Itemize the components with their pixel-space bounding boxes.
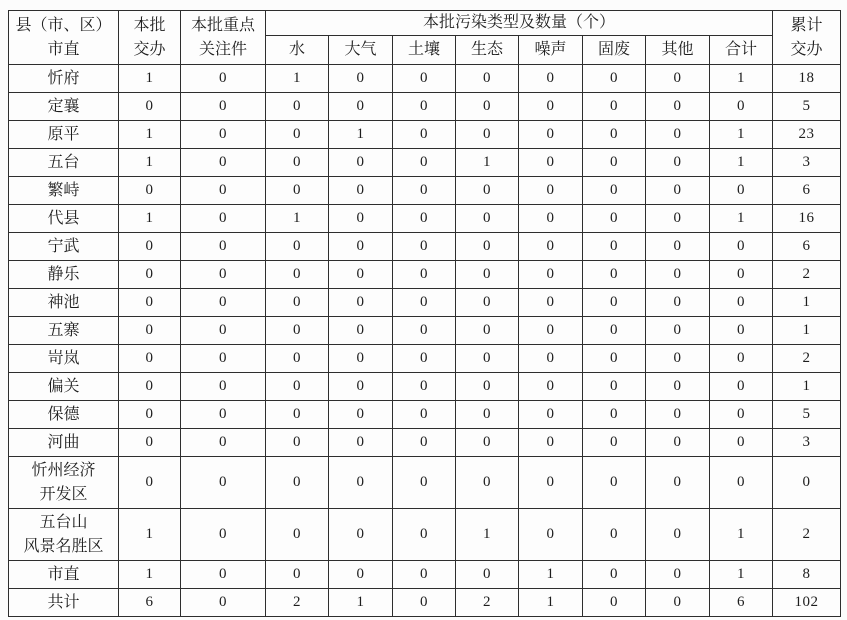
table-row <box>9 177 841 205</box>
cell-air: 0 <box>329 149 393 177</box>
cell-batch-assigned: 0 <box>119 373 181 401</box>
table-row <box>9 317 841 345</box>
cell-air: 0 <box>329 401 393 429</box>
cell-cumulative: 5 <box>773 93 841 121</box>
cell-water: 2 <box>266 589 329 617</box>
cell-air: 1 <box>329 589 393 617</box>
cell-soil: 0 <box>393 401 456 429</box>
table-row <box>9 457 841 509</box>
cell-soil: 0 <box>393 121 456 149</box>
cell-batch-key: 0 <box>181 261 266 289</box>
cell-water: 0 <box>266 373 329 401</box>
cell-cumulative: 2 <box>773 345 841 373</box>
cell-subtotal: 1 <box>710 561 773 589</box>
cell-ecology: 0 <box>456 289 519 317</box>
cell-ecology: 0 <box>456 233 519 261</box>
cell-soil: 0 <box>393 205 456 233</box>
cell-cumulative: 23 <box>773 121 841 149</box>
cell-soil: 0 <box>393 261 456 289</box>
cell-water: 0 <box>266 561 329 589</box>
cell-batch-key: 0 <box>181 93 266 121</box>
cell-solid-waste: 0 <box>583 261 646 289</box>
col-header-batch-assigned-line1: 本批 <box>133 16 166 34</box>
cell-other: 0 <box>646 317 710 345</box>
cell-soil: 0 <box>393 289 456 317</box>
cell-air: 0 <box>329 317 393 345</box>
cell-ecology: 0 <box>456 177 519 205</box>
cell-other: 0 <box>646 561 710 589</box>
cell-subtotal: 1 <box>710 509 773 561</box>
cell-batch-assigned: 0 <box>119 261 181 289</box>
cell-noise: 0 <box>519 233 583 261</box>
cell-other: 0 <box>646 589 710 617</box>
row-label: 神池 <box>9 289 119 317</box>
cell-batch-key: 0 <box>181 289 266 317</box>
cell-batch-assigned: 0 <box>119 289 181 317</box>
cell-subtotal: 0 <box>710 457 773 509</box>
cell-ecology: 0 <box>456 345 519 373</box>
col-header-region-line2: 市直 <box>47 40 80 58</box>
cell-subtotal: 0 <box>710 317 773 345</box>
cell-solid-waste: 0 <box>583 205 646 233</box>
cell-water: 0 <box>266 261 329 289</box>
cell-cumulative: 2 <box>773 261 841 289</box>
cell-ecology: 0 <box>456 93 519 121</box>
cell-other: 0 <box>646 177 710 205</box>
row-label: 河曲 <box>9 429 119 457</box>
row-label: 繁峙 <box>9 177 119 205</box>
cell-subtotal: 6 <box>710 589 773 617</box>
cell-solid-waste: 0 <box>583 93 646 121</box>
cell-solid-waste: 0 <box>583 401 646 429</box>
cell-solid-waste: 0 <box>583 561 646 589</box>
col-header-region <box>9 11 119 65</box>
cell-air: 0 <box>329 457 393 509</box>
cell-other: 0 <box>646 205 710 233</box>
cell-water: 0 <box>266 233 329 261</box>
table-row <box>9 509 841 561</box>
cell-cumulative: 16 <box>773 205 841 233</box>
cell-solid-waste: 0 <box>583 457 646 509</box>
cell-water: 0 <box>266 429 329 457</box>
cell-batch-assigned: 0 <box>119 93 181 121</box>
cell-batch-key: 0 <box>181 65 266 93</box>
cell-subtotal: 1 <box>710 65 773 93</box>
row-label: 岢岚 <box>9 345 119 373</box>
row-label: 忻府 <box>9 65 119 93</box>
cell-ecology: 0 <box>456 261 519 289</box>
cell-other: 0 <box>646 345 710 373</box>
col-header-cumulative-line1: 累计 <box>790 16 823 34</box>
cell-batch-assigned: 0 <box>119 457 181 509</box>
cell-cumulative: 102 <box>773 589 841 617</box>
cell-other: 0 <box>646 149 710 177</box>
cell-batch-key: 0 <box>181 121 266 149</box>
cell-batch-assigned: 1 <box>119 509 181 561</box>
col-header-other: 其他 <box>646 36 710 65</box>
cell-air: 0 <box>329 345 393 373</box>
cell-noise: 1 <box>519 561 583 589</box>
cell-air: 0 <box>329 65 393 93</box>
pollution-stats-table <box>8 10 841 617</box>
cell-batch-assigned: 1 <box>119 149 181 177</box>
cell-soil: 0 <box>393 345 456 373</box>
cell-noise: 0 <box>519 509 583 561</box>
cell-subtotal: 0 <box>710 289 773 317</box>
col-header-air: 大气 <box>329 36 393 65</box>
cell-batch-key: 0 <box>181 345 266 373</box>
cell-soil: 0 <box>393 149 456 177</box>
col-header-region-line1: 县（市、区） <box>15 16 112 34</box>
cell-solid-waste: 0 <box>583 509 646 561</box>
col-header-batch-assigned-line2: 交办 <box>133 40 166 58</box>
cell-noise: 0 <box>519 205 583 233</box>
table-row <box>9 261 841 289</box>
table-row <box>9 289 841 317</box>
row-label: 共计 <box>9 589 119 617</box>
cell-ecology: 0 <box>456 121 519 149</box>
cell-other: 0 <box>646 65 710 93</box>
cell-other: 0 <box>646 457 710 509</box>
table-row <box>9 65 841 93</box>
cell-noise: 0 <box>519 177 583 205</box>
cell-batch-assigned: 6 <box>119 589 181 617</box>
cell-ecology: 1 <box>456 149 519 177</box>
cell-soil: 0 <box>393 589 456 617</box>
cell-water: 0 <box>266 93 329 121</box>
cell-subtotal: 1 <box>710 205 773 233</box>
cell-cumulative: 2 <box>773 509 841 561</box>
cell-soil: 0 <box>393 561 456 589</box>
cell-solid-waste: 0 <box>583 345 646 373</box>
cell-batch-key: 0 <box>181 205 266 233</box>
col-header-noise: 噪声 <box>519 36 583 65</box>
cell-cumulative: 5 <box>773 401 841 429</box>
cell-cumulative: 18 <box>773 65 841 93</box>
row-label: 宁武 <box>9 233 119 261</box>
cell-batch-key: 0 <box>181 149 266 177</box>
cell-other: 0 <box>646 93 710 121</box>
cell-soil: 0 <box>393 429 456 457</box>
cell-other: 0 <box>646 289 710 317</box>
cell-water: 1 <box>266 65 329 93</box>
col-header-soil: 土壤 <box>393 36 456 65</box>
cell-noise: 0 <box>519 401 583 429</box>
col-header-subtotal: 合计 <box>710 36 773 65</box>
cell-subtotal: 0 <box>710 177 773 205</box>
cell-noise: 0 <box>519 457 583 509</box>
cell-subtotal: 0 <box>710 345 773 373</box>
header-row-1 <box>9 11 841 36</box>
row-label: 忻州经济 开发区 <box>9 457 119 509</box>
cell-ecology: 0 <box>456 373 519 401</box>
cell-batch-key: 0 <box>181 457 266 509</box>
cell-batch-key: 0 <box>181 561 266 589</box>
cell-other: 0 <box>646 373 710 401</box>
cell-subtotal: 1 <box>710 149 773 177</box>
cell-soil: 0 <box>393 65 456 93</box>
cell-batch-assigned: 1 <box>119 65 181 93</box>
cell-batch-key: 0 <box>181 373 266 401</box>
table-row <box>9 401 841 429</box>
cell-solid-waste: 0 <box>583 149 646 177</box>
cell-subtotal: 0 <box>710 401 773 429</box>
cell-solid-waste: 0 <box>583 317 646 345</box>
cell-batch-key: 0 <box>181 401 266 429</box>
cell-noise: 1 <box>519 589 583 617</box>
cell-cumulative: 8 <box>773 561 841 589</box>
cell-subtotal: 1 <box>710 121 773 149</box>
cell-noise: 0 <box>519 93 583 121</box>
cell-ecology: 0 <box>456 561 519 589</box>
cell-batch-assigned: 0 <box>119 233 181 261</box>
cell-soil: 0 <box>393 233 456 261</box>
cell-batch-key: 0 <box>181 233 266 261</box>
cell-other: 0 <box>646 121 710 149</box>
cell-soil: 0 <box>393 509 456 561</box>
cell-other: 0 <box>646 233 710 261</box>
cell-batch-assigned: 0 <box>119 345 181 373</box>
cell-batch-assigned: 0 <box>119 317 181 345</box>
cell-batch-assigned: 0 <box>119 429 181 457</box>
cell-noise: 0 <box>519 289 583 317</box>
cell-air: 0 <box>329 373 393 401</box>
col-header-water: 水 <box>266 36 329 65</box>
cell-batch-assigned: 1 <box>119 205 181 233</box>
cell-soil: 0 <box>393 317 456 345</box>
cell-ecology: 1 <box>456 509 519 561</box>
cell-noise: 0 <box>519 149 583 177</box>
cell-cumulative: 6 <box>773 177 841 205</box>
cell-noise: 0 <box>519 429 583 457</box>
cell-ecology: 0 <box>456 429 519 457</box>
table-row <box>9 205 841 233</box>
table-row <box>9 373 841 401</box>
cell-other: 0 <box>646 509 710 561</box>
cell-water: 0 <box>266 177 329 205</box>
row-label: 静乐 <box>9 261 119 289</box>
cell-ecology: 0 <box>456 401 519 429</box>
col-header-batch-assigned <box>119 11 181 65</box>
cell-cumulative: 1 <box>773 289 841 317</box>
cell-air: 0 <box>329 205 393 233</box>
cell-air: 0 <box>329 429 393 457</box>
cell-subtotal: 0 <box>710 261 773 289</box>
cell-noise: 0 <box>519 317 583 345</box>
table-row <box>9 561 841 589</box>
cell-batch-key: 0 <box>181 317 266 345</box>
cell-batch-key: 0 <box>181 509 266 561</box>
cell-water: 0 <box>266 289 329 317</box>
cell-cumulative: 0 <box>773 457 841 509</box>
cell-noise: 0 <box>519 65 583 93</box>
col-header-batch-key <box>181 11 266 65</box>
cell-batch-assigned: 0 <box>119 177 181 205</box>
col-header-ecology: 生态 <box>456 36 519 65</box>
cell-solid-waste: 0 <box>583 289 646 317</box>
cell-water: 0 <box>266 457 329 509</box>
cell-water: 1 <box>266 205 329 233</box>
cell-noise: 0 <box>519 261 583 289</box>
cell-cumulative: 3 <box>773 429 841 457</box>
cell-solid-waste: 0 <box>583 373 646 401</box>
cell-air: 0 <box>329 177 393 205</box>
cell-solid-waste: 0 <box>583 177 646 205</box>
cell-batch-assigned: 1 <box>119 121 181 149</box>
cell-water: 0 <box>266 509 329 561</box>
cell-air: 0 <box>329 289 393 317</box>
cell-cumulative: 3 <box>773 149 841 177</box>
cell-ecology: 0 <box>456 457 519 509</box>
cell-cumulative: 1 <box>773 317 841 345</box>
table-row <box>9 93 841 121</box>
cell-batch-key: 0 <box>181 177 266 205</box>
cell-noise: 0 <box>519 121 583 149</box>
col-header-cumulative-line2: 交办 <box>790 40 823 58</box>
cell-air: 0 <box>329 233 393 261</box>
cell-batch-key: 0 <box>181 429 266 457</box>
cell-noise: 0 <box>519 373 583 401</box>
cell-air: 0 <box>329 509 393 561</box>
cell-solid-waste: 0 <box>583 429 646 457</box>
cell-water: 0 <box>266 317 329 345</box>
col-header-batch-key-line1: 本批重点 <box>190 16 255 34</box>
cell-water: 0 <box>266 149 329 177</box>
row-label: 保德 <box>9 401 119 429</box>
cell-water: 0 <box>266 345 329 373</box>
row-label: 定襄 <box>9 93 119 121</box>
cell-ecology: 0 <box>456 65 519 93</box>
cell-subtotal: 0 <box>710 373 773 401</box>
cell-soil: 0 <box>393 93 456 121</box>
col-header-pollution-group: 本批污染类型及数量（个） <box>266 11 773 36</box>
cell-solid-waste: 0 <box>583 121 646 149</box>
cell-cumulative: 1 <box>773 373 841 401</box>
table-row <box>9 121 841 149</box>
total-row <box>9 589 841 617</box>
cell-other: 0 <box>646 429 710 457</box>
cell-air: 0 <box>329 561 393 589</box>
row-label: 五寨 <box>9 317 119 345</box>
cell-soil: 0 <box>393 373 456 401</box>
row-label: 偏关 <box>9 373 119 401</box>
table-row <box>9 149 841 177</box>
cell-solid-waste: 0 <box>583 233 646 261</box>
cell-solid-waste: 0 <box>583 65 646 93</box>
cell-water: 0 <box>266 121 329 149</box>
cell-ecology: 2 <box>456 589 519 617</box>
cell-noise: 0 <box>519 345 583 373</box>
table-row <box>9 233 841 261</box>
cell-solid-waste: 0 <box>583 589 646 617</box>
cell-subtotal: 0 <box>710 429 773 457</box>
col-header-cumulative <box>773 11 841 65</box>
col-header-solid-waste: 固废 <box>583 36 646 65</box>
row-label: 五台山 风景名胜区 <box>9 509 119 561</box>
cell-soil: 0 <box>393 177 456 205</box>
cell-subtotal: 0 <box>710 93 773 121</box>
cell-air: 1 <box>329 121 393 149</box>
cell-air: 0 <box>329 93 393 121</box>
cell-batch-key: 0 <box>181 589 266 617</box>
cell-ecology: 0 <box>456 205 519 233</box>
cell-water: 0 <box>266 401 329 429</box>
table-row <box>9 429 841 457</box>
cell-air: 0 <box>329 261 393 289</box>
cell-other: 0 <box>646 401 710 429</box>
col-header-batch-key-line2: 关注件 <box>198 40 247 58</box>
cell-other: 0 <box>646 261 710 289</box>
row-label: 原平 <box>9 121 119 149</box>
table-row <box>9 345 841 373</box>
row-label: 代县 <box>9 205 119 233</box>
cell-ecology: 0 <box>456 317 519 345</box>
cell-batch-assigned: 1 <box>119 561 181 589</box>
cell-subtotal: 0 <box>710 233 773 261</box>
cell-soil: 0 <box>393 457 456 509</box>
cell-cumulative: 6 <box>773 233 841 261</box>
row-label: 市直 <box>9 561 119 589</box>
row-label: 五台 <box>9 149 119 177</box>
cell-batch-assigned: 0 <box>119 401 181 429</box>
